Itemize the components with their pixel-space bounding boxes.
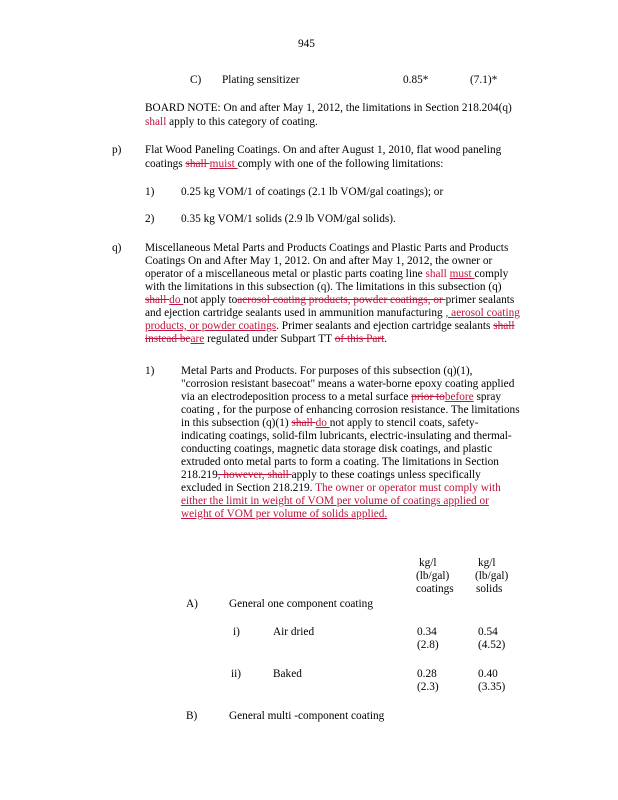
deleted-text: shall [493, 320, 515, 332]
row-ii-name: Baked [273, 668, 302, 680]
row-i-coatings-kg: 0.34 [417, 626, 437, 638]
row-a-label: A) [186, 598, 198, 610]
row-b-text: General multi -component coating [229, 710, 385, 722]
row-ii-label: ii) [231, 668, 242, 680]
section-q-label: q) [112, 242, 122, 254]
row-i-solids-lb: (4.52) [478, 639, 506, 651]
sub-q1-line-10: excluded in Section 218.219. The owner or operator must comply with [181, 482, 501, 494]
section-q-line-2: Coatings On and After May 1, 2012. On and after May 1, 2012, the owner or [145, 255, 493, 267]
deleted-text: aerosol coating products, powder coatings, or [237, 294, 446, 306]
header-coatings-lbgal: (lb/gal) [416, 570, 450, 582]
section-p-label: p) [112, 144, 122, 156]
section-p-item-1-label: 1) [145, 186, 155, 198]
sub-q1-line-12 [181, 508, 387, 521]
page-number: 945 [298, 38, 315, 50]
inserted-text: either the limit in weight of VOM per volume of coatings applied or [181, 495, 489, 507]
inserted-text: weight of VOM per volume of solids applied. [181, 508, 388, 520]
row-i-coatings-lb: (2.8) [417, 639, 439, 651]
section-p-item-1-text: 0.25 kg VOM/1 of coatings (2.1 lb VOM/gal coatings); or [181, 186, 444, 198]
sub-q1-line-7: conducting coatings, magnetic data storage disk coatings, and plastic [181, 443, 493, 455]
sub-q1-line-4: coating , for the purpose of enhancing corrosion resistance. The limitations [181, 404, 520, 416]
deleted-text: instead be [145, 333, 191, 345]
header-solids-label: solids [476, 583, 503, 595]
sub-q1-line-8: extruded onto metal parts to form a coating. The limitations in Section [181, 456, 499, 468]
inserted-text: are [190, 333, 205, 345]
sub-q1-line-6: indicating coatings, solid-film lubricants, electric-insulating and thermal- [181, 430, 512, 442]
item-c-value-lbgal: (7.1)* [470, 74, 498, 86]
item-c-name: Plating sensitizer [222, 74, 300, 86]
header-solids-unit: kg/l [478, 557, 496, 569]
sub-q1-line-5: in this subsection (q)(1) shall do not apply to stencil coats, safety- [181, 417, 479, 429]
sub-q1-line-11 [181, 495, 489, 508]
deleted-text: shall [291, 417, 316, 429]
section-q-line-6: and ejection cartridge sealants used in ammunition manufacturing , aerosol coating [145, 307, 520, 319]
inserted-text: before [444, 391, 474, 403]
section-p-item-2-label: 2) [145, 213, 155, 225]
row-i-label: i) [233, 626, 240, 638]
section-q-line-7: products, or powder coatings. Primer sealants and ejection cartridge sealants shall [145, 320, 515, 332]
section-q-line-1: Miscellaneous Metal Parts and Products Coatings and Plastic Parts and Products [145, 242, 509, 254]
row-i-name: Air dried [273, 626, 315, 638]
section-p-line-2: coatings shall muist comply with one of the following limitations: [145, 158, 444, 170]
row-b-label: B) [186, 710, 198, 722]
section-q-line-5: shall do not apply toaerosol coating products, powder coatings, or primer sealants [145, 294, 515, 306]
row-ii-solids-kg: 0.40 [478, 668, 498, 680]
sub-q1-line-2: "corrosion resistant basecoat" means a water-borne epoxy coating applied [181, 378, 515, 390]
section-q-line-4: with the limitations in this subsection (q). The limitations in this subsection (q) [145, 281, 502, 293]
row-i-solids-kg: 0.54 [478, 626, 498, 638]
header-solids-lbgal: (lb/gal) [475, 570, 509, 582]
deleted-text: shall [185, 158, 210, 170]
sub-q1-label: 1) [145, 365, 155, 377]
inserted-text: must [449, 268, 475, 280]
deleted-text: of this Part [334, 333, 385, 345]
row-a-text: General one component coating [229, 598, 373, 610]
deleted-text: , however, shall [217, 469, 292, 481]
sub-q1-line-3: via an electrodeposition process to a metal surface prior tobefore spray [181, 391, 501, 403]
deleted-text: prior to [411, 391, 445, 403]
header-coatings-unit: kg/l [419, 557, 437, 569]
row-ii-coatings-lb: (2.3) [417, 681, 439, 693]
inserted-text: do [315, 417, 330, 429]
section-p-line-1: Flat Wood Paneling Coatings. On and after August 1, 2010, flat wood paneling [145, 144, 502, 156]
board-note-line-2: shall apply to this category of coating. [145, 116, 318, 128]
inserted-text: products, or powder coatings [145, 320, 277, 332]
section-p-item-2-text: 0.35 kg VOM/1 solids (2.9 lb VOM/gal solids). [181, 213, 396, 225]
sub-q1-line-1: Metal Parts and Products. For purposes of this subsection (q)(1), [181, 365, 473, 377]
header-coatings-label: coatings [416, 583, 454, 595]
deleted-text: shall [145, 294, 170, 306]
item-c-label: C) [190, 74, 202, 86]
inserted-text: shall [425, 268, 447, 280]
board-note-inserted: shall [145, 116, 167, 128]
inserted-text: do [169, 294, 184, 306]
board-note-line-1: BOARD NOTE: On and after May 1, 2012, the limitations in Section 218.204(q) [145, 102, 512, 114]
inserted-text: The owner or operator must comply with [315, 482, 501, 494]
sub-q1-line-9: 218.219, however, shall apply to these coatings unless specifically [181, 469, 481, 481]
inserted-text: , aerosol coating [445, 307, 520, 319]
section-q-line-8: instead beare regulated under Subpart TT of this Part. [145, 333, 388, 345]
section-q-line-3: operator of a miscellaneous metal or plastic parts coating line shall must comply [145, 268, 509, 280]
row-ii-coatings-kg: 0.28 [417, 668, 437, 680]
row-ii-solids-lb: (3.35) [478, 681, 506, 693]
inserted-text: muist [209, 158, 238, 170]
item-c-value-coatings: 0.85* [403, 74, 429, 86]
